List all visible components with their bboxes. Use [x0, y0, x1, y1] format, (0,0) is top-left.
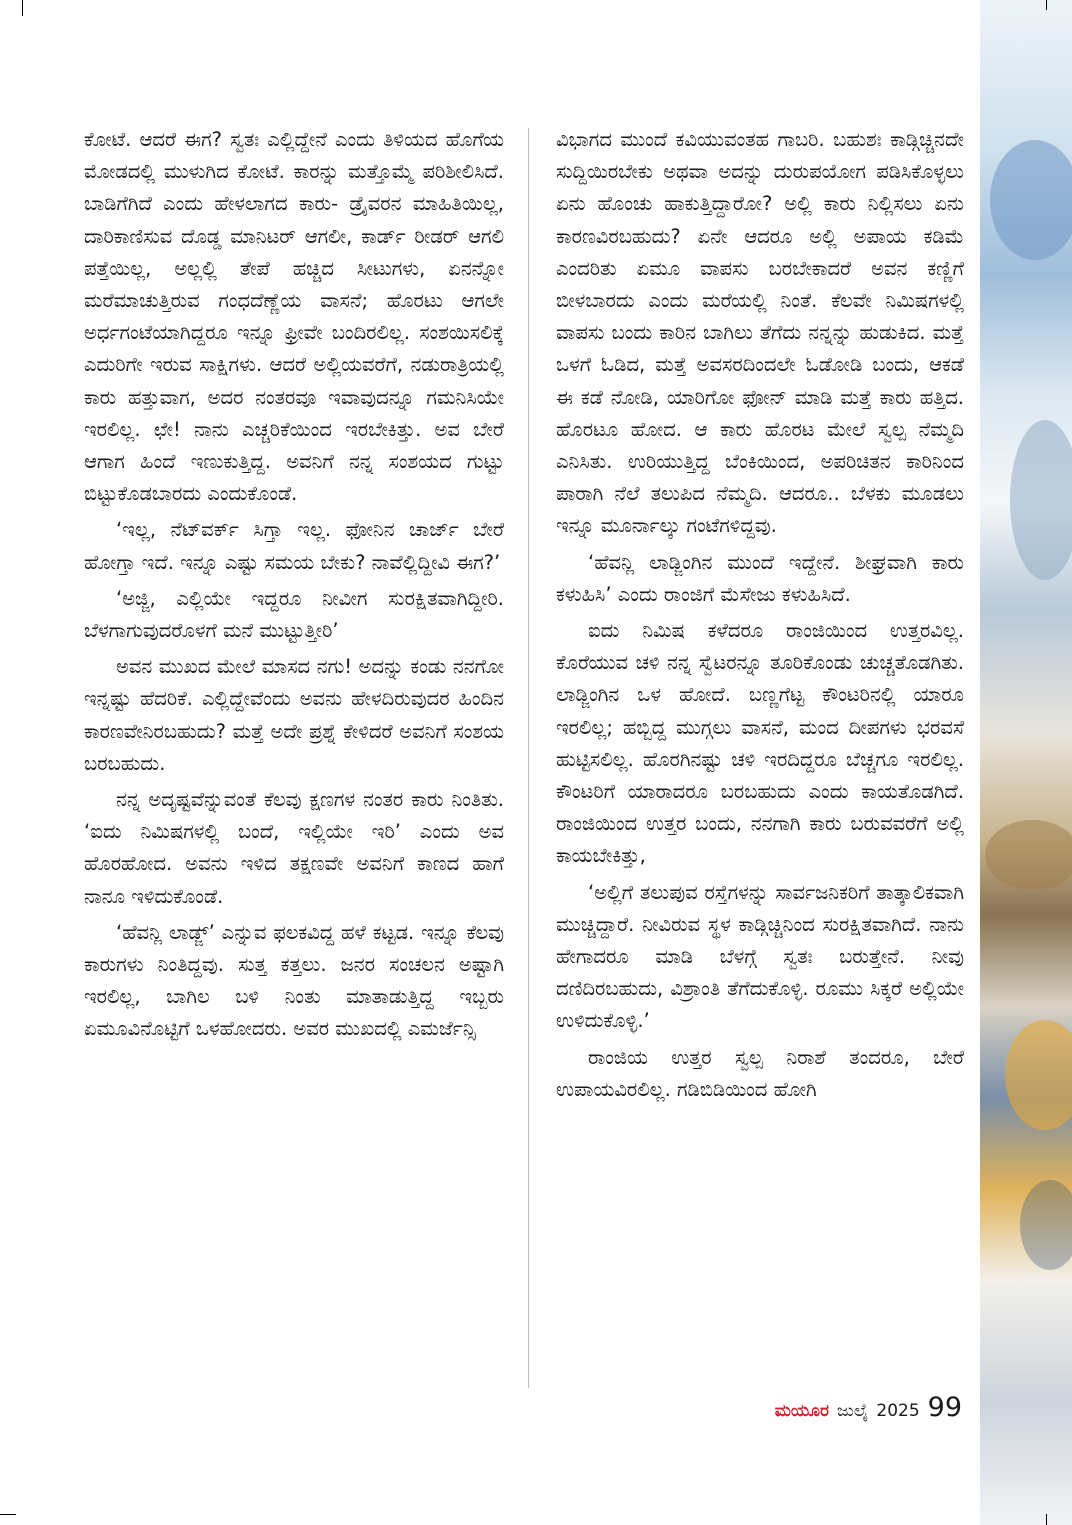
paragraph: ವಿಭಾಗದ ಮುಂದೆ ಕವಿಯುವಂತಹ ಗಾಬರಿ. ಬಹುಶಃ ಕಾಡ್ಗಿಚ್ಚಿನದೇ ಸುದ್ದಿಯಿರಬೇಕು ಅಥವಾ ಅದನ್ನು ದುರುಪಯೋಗ ಪಡಿಸಿಕೊಳ್ಳಲು ಏನು ಹೊಂಚು ಹಾಕುತ್ತಿದ್ದಾರೋ? ಅಲ್ಲಿ ಕಾರು ನಿಲ್ಲಿಸಲು ಏನು ಕಾರಣವಿರಬಹುದು? ಏನೇ ಆದರೂ ಅಲ್ಲಿ ಅಪಾಯ ಕಡಿಮೆ ಎಂದರಿತು ಏಮೂ ವಾಪಸು ಬರಬೇಕಾದರೆ ಅವನ ಕಣ್ಣಿಗೆ ಬೀಳಬಾರದು ಎಂದು ಮರೆಯಲ್ಲಿ ನಿಂತೆ. ಕೆಲವೇ ನಿಮಿಷಗಳಲ್ಲಿ ವಾಪಸು ಬಂದು ಕಾರಿನ ಬಾಗಿಲು ತೆಗೆದು ನನ್ನನ್ನು ಹುಡುಕಿದ. ಮತ್ತೆ ಒಳಗೆ ಓಡಿದ, ಮತ್ತೆ ಅವಸರದಿಂದಲೇ ಓಡೋಡಿ ಬಂದು, ಆಕಡೆ ಈ ಕಡೆ ನೋಡಿ, ಯಾರಿಗೋ ಫೋನ್ ಮಾಡಿ ಮತ್ತೆ ಕಾರು ಹತ್ತಿದ. ಹೊರಟೂ ಹೋದ. ಆ ಕಾರು ಹೊರಟ ಮೇಲೆ ಸ್ವಲ್ಪ ನೆಮ್ಮದಿ ಎನಿಸಿತು. ಉರಿಯುತ್ತಿದ್ದ ಬೆಂಕಿಯಿಂದ, ಅಪರಿಚಿತನ ಕಾರಿನಿಂದ ಪಾರಾಗಿ ನೆಲೆ ತಲುಪಿದ ನೆಮ್ಮದಿ. ಆದರೂ.. ಬೆಳಕು ಮೂಡಲು ಇನ್ನೂ ಮೂರ್ನಾಲ್ಕು ಗಂಟೆಗಳಿದ್ದವು.: [556, 128, 964, 538]
paragraph: ‘ಇಲ್ಲ, ನೆಟ್‌ವರ್ಕ್ ಸಿಗ್ತಾ ಇಲ್ಲ. ಫೋನಿನ ಚಾರ್ಜ್ ಬೇರೆ ಹೋಗ್ತಾ ಇದೆ. ಇನ್ನೂ ಎಷ್ಟು ಸಮಯ ಬೇಕು? ನಾವೆಲ್ಲಿದ್ದೀವಿ ಈಗ?’: [84, 518, 504, 574]
crop-mark: [1046, 1514, 1047, 1525]
paragraph: ‘ಹೆವನ್ಲಿ ಲಾಡ್ಜ್’ ಎನ್ನುವ ಫಲಕವಿದ್ದ ಹಳೆ ಕಟ್ಟಡ. ಇನ್ನೂ ಕೆಲವು ಕಾರುಗಳು ನಿಂತಿದ್ದವು. ಸುತ್ತ ಕತ್ತಲು. ಜನರ ಸಂಚಲನ ಅಷ್ಟಾಗಿ ಇರಲಿಲ್ಲ, ಬಾಗಿಲ ಬಳಿ ನಿಂತು ಮಾತಾಡುತ್ತಿದ್ದ ಇಬ್ಬರು ಏಮೂವಿನೊಟ್ಟಿಗೆ ಒಳಹೋದರು. ಅವರ ಮುಖದಲ್ಲಿ ಎಮರ್ಜೆನ್ಸಿ: [84, 920, 504, 1041]
paragraph: ನನ್ನ ಅದೃಷ್ಟವೆನ್ನುವಂತೆ ಕೆಲವು ಕ್ಷಣಗಳ ನಂತರ ಕಾರು ನಿಂತಿತು. ‘ಐದು ನಿಮಿಷಗಳಲ್ಲಿ ಬಂದೆ, ಇಲ್ಲಿಯೇ ಇರಿ’ ಎಂದು ಅವ ಹೊರಹೋದ. ಅವನು ಇಳಿದ ತಕ್ಷಣವೇ ಅವನಿಗೆ ಕಾಣದ ಹಾಗೆ ನಾನೂ ಇಳಿದುಕೊಂಡೆ.: [84, 788, 504, 908]
left-text-column: [84, 124, 504, 1050]
magazine-brand: ಮಯೂರ: [774, 1401, 829, 1421]
crop-mark: [1046, 0, 1047, 10]
paragraph: ಅವನ ಮುಖದ ಮೇಲೆ ಮಾಸದ ನಗು! ಅದನ್ನು ಕಂಡು ನನಗೋ ಇನ್ನಷ್ಟು ಹೆದರಿಕೆ. ಎಲ್ಲಿದ್ದೇವೆಂದು ಅವನು ಹೇಳದಿರುವುದರ ಹಿಂದಿನ ಕಾರಣವೇನಿರಬಹುದು? ಮತ್ತೆ ಅದೇ ಪ್ರಶ್ನೆ ಕೇಳಿದರೆ ಅವನಿಗೆ ಸಂಶಯ ಬರಬಹುದು.: [84, 655, 504, 775]
right-text-column: [556, 124, 964, 1110]
paragraph: ‘ಅಜ್ಜಿ, ಎಲ್ಲಿಯೇ ಇದ್ದರೂ ನೀವೀಗ ಸುರಕ್ಷಿತವಾಗಿದ್ದೀರಿ. ಬೆಳಗಾಗುವುದರೊಳಗೆ ಮನೆ ಮುಟ್ಟುತ್ತೀರಿ’: [84, 586, 504, 643]
paragraph: ಐದು ನಿಮಿಷ ಕಳೆದರೂ ರಾಂಜಿಯಿಂದ ಉತ್ತರವಿಲ್ಲ. ಕೊರೆಯುವ ಚಳಿ ನನ್ನ ಸ್ವೆಟರನ್ನೂ ತೂರಿಕೊಂಡು ಚುಚ್ಚತೊಡಗಿತು. ಲಾಡ್ಜಿಂಗಿನ ಒಳ ಹೋದೆ. ಬಣ್ಣಗೆಟ್ಟ ಕೌಂಟರಿನಲ್ಲಿ ಯಾರೂ ಇರಲಿಲ್ಲ; ಹಬ್ಬಿದ್ದ ಮುಗ್ಗಲು ವಾಸನೆ, ಮಂದ ದೀಪಗಳು ಭರವಸೆ ಹುಟ್ಟಿಸಲಿಲ್ಲ. ಹೊರಗಿನಷ್ಟು ಚಳಿ ಇರದಿದ್ದರೂ ಬೆಚ್ಚಗೂ ಇರಲಿಲ್ಲ. ಕೌಂಟರಿಗೆ ಯಾರಾದರೂ ಬರಬಹುದು ಎಂದು ಕಾಯತೊಡಗಿದೆ. ರಾಂಜಿಯಿಂದ ಉತ್ತರ ಬಂದು, ನನಗಾಗಿ ಕಾರು ಬರುವವರೆಗೆ ಅಲ್ಲಿ ಕಾಯಬೇಕಿತ್ತು,: [556, 619, 964, 868]
page-number: 99: [927, 1392, 962, 1423]
paragraph: ‘ಅಲ್ಲಿಗೆ ತಲುಪುವ ರಸ್ತೆಗಳನ್ನು ಸಾರ್ವಜನಿಕರಿಗೆ ತಾತ್ಕಾಲಿಕವಾಗಿ ಮುಚ್ಚಿದ್ದಾರೆ. ನೀವಿರುವ ಸ್ಥಳ ಕಾಡ್ಗಿಚ್ಚಿನಿಂದ ಸುರಕ್ಷಿತವಾಗಿದೆ. ನಾನು ಹೇಗಾದರೂ ಮಾಡಿ ಬೆಳಗ್ಗೆ ಸ್ವತಃ ಬರುತ್ತೇನೆ. ನೀವು ದಣಿದಿರಬಹುದು, ವಿಶ್ರಾಂತಿ ತೆಗೆದುಕೊಳ್ಳಿ. ರೂಮು ಸಿಕ್ಕರೆ ಅಲ್ಲಿಯೇ ಉಳಿದುಕೊಳ್ಳಿ.’: [556, 880, 964, 1033]
paragraph: ಕೋಟೆ. ಆದರೆ ಈಗ? ಸ್ವತಃ ಎಲ್ಲಿದ್ದೇನೆ ಎಂದು ತಿಳಿಯದ ಹೊಗೆಯ ಮೋಡದಲ್ಲಿ ಮುಳುಗಿದ ಕೋಟೆ. ಕಾರನ್ನು ಮತ್ತೊಮ್ಮೆ ಪರಿಶೀಲಿಸಿದೆ. ಬಾಡಿಗೆಗಿದೆ ಎಂದು ಹೇಳಲಾಗದ ಕಾರು- ಡ್ರೈವರನ ಮಾಹಿತಿಯಿಲ್ಲ, ದಾರಿಕಾಣಿಸುವ ದೊಡ್ಡ ಮಾನಿಟರ್ ಆಗಲೀ, ಕಾರ್ಡ್ ರೀಡರ್ ಆಗಲಿ ಪತ್ತೆಯಿಲ್ಲ, ಅಲ್ಲಲ್ಲಿ ತೇಪೆ ಹಚ್ಚಿದ ಸೀಟುಗಳು, ಏನನ್ನೋ ಮರೆಮಾಚುತ್ತಿರುವ ಗಂಧದೆಣ್ಣೆಯ ವಾಸನೆ; ಹೊರಟು ಆಗಲೇ ಅರ್ಧಗಂಟೆಯಾಗಿದ್ದರೂ ಇನ್ನೂ ಫ್ರೀವೇ ಬಂದಿರಲಿಲ್ಲ. ಸಂಶಯಿಸಲಿಕ್ಕೆ ಎದುರಿಗೇ ಇರುವ ಸಾಕ್ಷಿಗಳು. ಆದರೆ ಅಲ್ಲಿಯವರೆಗೆ, ನಡುರಾತ್ರಿಯಲ್ಲಿ ಕಾರು ಹತ್ತುವಾಗ, ಅದರ ನಂತರವೂ ಇವಾವುದನ್ನೂ ಗಮನಿಸಿಯೇ ಇರಲಿಲ್ಲ. ಛೇ! ನಾನು ಎಚ್ಚರಿಕೆಯಿಂದ ಇರಬೇಕಿತ್ತು. ಅವ ಬೇರೆ ಆಗಾಗ ಹಿಂದೆ ಇಣುಕುತ್ತಿದ್ದ. ಅವನಿಗೆ ನನ್ನ ಸಂಶಯದ ಗುಟ್ಟು ಬಿಟ್ಟುಕೊಡಬಾರದು ಎಂದುಕೊಂಡೆ.: [84, 128, 504, 506]
page-footer: [700, 1392, 962, 1428]
column-divider: [528, 128, 529, 1388]
crop-mark: [0, 1514, 16, 1515]
paragraph: ರಾಂಜಿಯ ಉತ್ತರ ಸ್ವಲ್ಪ ನಿರಾಶೆ ತಂದರೂ, ಬೇರೆ ಉಪಾಯವಿರಲಿಲ್ಲ. ಗಡಿಬಿಡಿಯಿಂದ ಹೋಗಿ: [556, 1045, 964, 1101]
paragraph: ‘ಹೆವನ್ಲಿ ಲಾಡ್ಜಿಂಗಿನ ಮುಂದೆ ಇದ್ದೇನೆ. ಶೀಘ್ರವಾಗಿ ಕಾರು ಕಳುಹಿಸಿ’ ಎಂದು ರಾಂಜಿಗೆ ಮೆಸೇಜು ಕಳುಹಿಸಿದೆ.: [556, 550, 964, 606]
issue-year: 2025: [876, 1401, 920, 1421]
crop-mark: [22, 0, 23, 16]
decorative-painting-strip: [980, 0, 1072, 1525]
issue-month: ಜುಲೈ: [836, 1401, 869, 1421]
